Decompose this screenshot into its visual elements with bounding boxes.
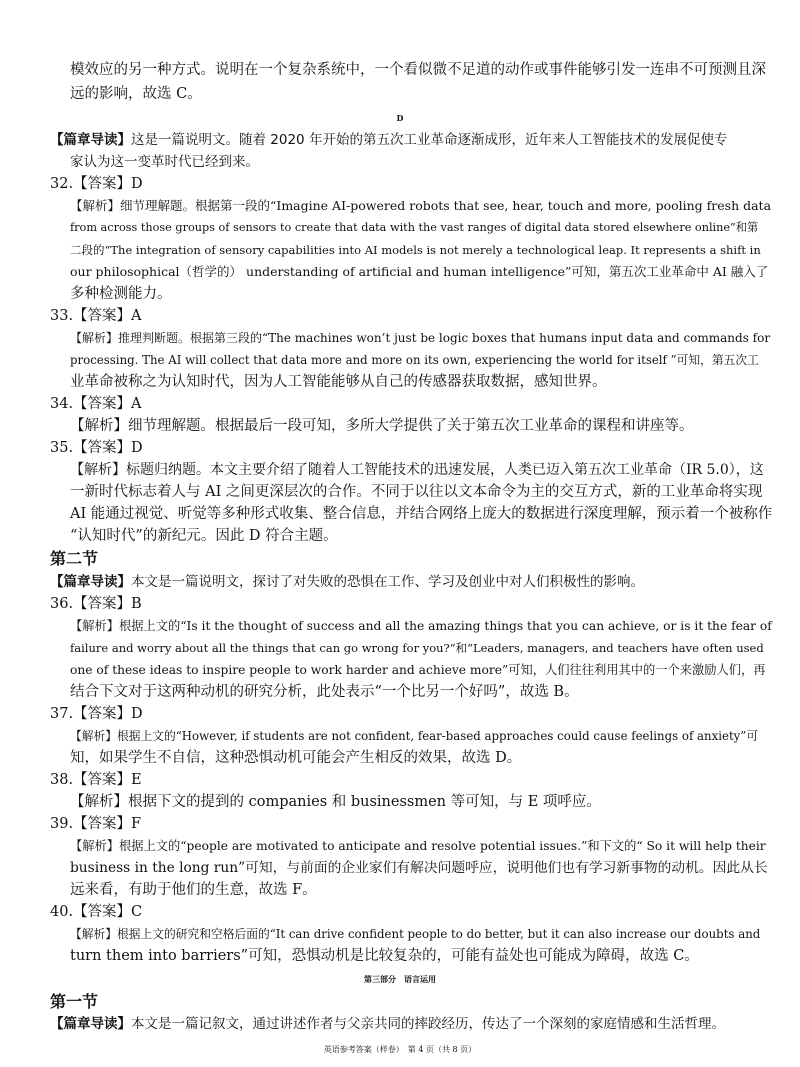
analysis-40-line: 【解析】根据上文的研究和空格后面的“It can drive confident people to do better, but it can also increase our doubts and	[70, 927, 761, 941]
analysis-32-line: our philosophical（哲学的） understanding of artificial and human intelligence”可知，第五次工业革命中 AI 融入了	[70, 264, 769, 279]
continuation-line-2: 远的影响，故选 C。	[70, 86, 202, 102]
analysis-33-line: 【解析】推理判断题。根据第三段的“The machines won’t just be logic boxes that humans input data and commands for	[70, 331, 771, 345]
analysis-40-line: turn them into barriers”可知，恐惧动机是比较复杂的，可能有益处也可能成为障碍，故选 C。	[70, 948, 699, 964]
analysis-33-line: 业革命被称之为认知时代，因为人工智能能够从自己的传感器获取数据，感知世界。	[70, 374, 607, 390]
answer-38: 38.【答案】E	[50, 772, 142, 788]
answer-39: 39.【答案】F	[50, 816, 142, 832]
analysis-32-line: 二段的“The integration of sensory capabilities into AI models is not merely a technological leap. It represents a shift in	[70, 243, 761, 257]
answer-33: 33.【答案】A	[50, 308, 142, 324]
analysis-39-line: 【解析】根据上文的“people are motivated to anticipate and resolve potential issues.”和下文的“ So it will help their	[70, 839, 766, 853]
analysis-32-line: 多种检测能力。	[70, 286, 172, 302]
analysis-36-line: 结合下文对于这两种动机的研究分析，此处表示“一个比另一个好吗”，故选 B。	[70, 684, 579, 700]
analysis-35-line: 一新时代标志着人与 AI 之间更深层次的合作。不同于以往以文本命令为主的交互方式，新的工业革命将实现	[70, 484, 763, 500]
intro-label: 【篇章导读】	[50, 574, 131, 590]
analysis-35-line: “认知时代”的新纪元。因此 D 符合主题。	[70, 528, 338, 544]
section-heading-part3-sub: 第一节	[50, 992, 99, 1011]
answer-34: 34.【答案】A	[50, 396, 142, 412]
part3-intro	[50, 1014, 725, 1034]
section-heading-part3: 第三部分 语言运用	[364, 974, 436, 984]
analysis-39-line: business in the long run”可知，与前面的企业家们有解决问题呼应，说明他们也有学习新事物的动机。因此从长	[70, 860, 768, 876]
analysis-37-line: 知，如果学生不自信，这种恐惧动机可能会产生相反的效果，故选 D。	[70, 750, 522, 766]
analysis-37-line: 【解析】根据上文的“However, if students are not confident, fear-based approaches could cause feelings of anxiety”可	[70, 729, 759, 743]
answer-35: 35.【答案】D	[50, 440, 143, 456]
passage-d-intro-cont: 家认为这一变革时代已经到来。	[70, 154, 259, 170]
analysis-34-line: 【解析】细节理解题。根据最后一段可知，多所大学提供了关于第五次工业革命的课程和讲座等。	[70, 418, 694, 434]
section-heading-part2: 第二节	[50, 549, 99, 568]
continuation-line-1: 模效应的另一种方式。说明在一个复杂系统中，一个看似微不足道的动作或事件能够引发一连串不可预测且深	[70, 62, 766, 78]
intro-label: 【篇章导读】	[50, 132, 131, 148]
intro-text: 本文是一篇记叙文，通过讲述作者与父亲共同的摔跤经历，传达了一个深刻的家庭情感和生活哲理。	[131, 1016, 725, 1032]
intro-text: 本文是一篇说明文，探讨了对失败的恐惧在工作、学习及创业中对人们积极性的影响。	[131, 574, 644, 590]
analysis-35-line: AI 能通过视觉、听觉等多种形式收集、整合信息，并结合网络上庞大的数据进行深度理解，预示着一个被称作	[70, 506, 773, 522]
intro-label: 【篇章导读】	[50, 1016, 131, 1032]
answer-37: 37.【答案】D	[50, 706, 143, 722]
analysis-36-line: one of these ideas to inspire people to work harder and achieve more”可知，人们往往利用其中的一个来激励人们，再	[70, 663, 766, 677]
analysis-36-line: 【解析】根据上文的“Is it the thought of success and all the amazing things that you can achieve, or is it the fear of	[70, 619, 772, 633]
answer-32: 32.【答案】D	[50, 176, 143, 192]
intro-text: 这是一篇说明文。随着 2020 年开始的第五次工业革命逐渐成形，近年来人工智能技术的发展促使专	[131, 132, 728, 148]
analysis-33-line: processing. The AI will collect that data more and more on its own, experiencing the world for itself ”可知，第五次工	[70, 353, 759, 367]
analysis-36-line: failure and worry about all the things that can go wrong for you?”和“Leaders, managers, and teachers have often used	[70, 641, 764, 655]
answer-36: 36.【答案】B	[50, 596, 142, 612]
page-footer: 英语参考答案（样卷） 第 4 页（共 8 页）	[323, 1045, 477, 1054]
analysis-38-line: 【解析】根据下文的提到的 companies 和 businessmen 等可知，与 E 项呼应。	[70, 794, 601, 810]
answer-40: 40.【答案】C	[50, 904, 143, 920]
part2-intro	[50, 572, 644, 592]
passage-d-intro	[50, 130, 727, 150]
analysis-32-line: 【解析】细节理解题。根据第一段的“Imagine AI-powered robots that see, hear, touch and more, pooling fresh data	[70, 198, 772, 213]
analysis-32-line: from across those groups of sensors to create that data with the vast ranges of digital data stored elsewhere online”和第	[70, 221, 759, 234]
analysis-35-line: 【解析】标题归纳题。本文主要介绍了随着人工智能技术的迅速发展，人类已迈入第五次工业革命（IR 5.0），这	[70, 462, 764, 478]
passage-d-heading: D	[396, 113, 404, 123]
analysis-39-line: 远来看，有助于他们的生意，故选 F。	[70, 882, 317, 898]
